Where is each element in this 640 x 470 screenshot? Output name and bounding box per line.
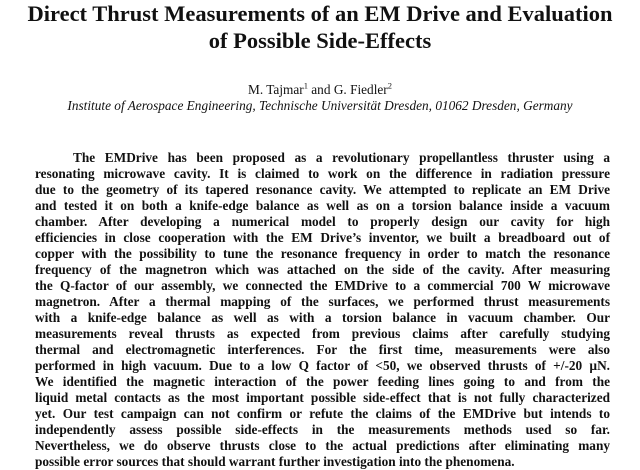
abstract-line: The EMDrive has been proposed as a revolutionary propellantless thruster using a [73, 150, 610, 165]
abstract [35, 150, 610, 470]
paper-title-line-1: Direct Thrust Measurements of an EM Drive and Evaluation [27, 1, 613, 26]
abstract-line: liquid metal contacts as the most important possible side-effect that is not fully characterized [35, 390, 610, 405]
abstract-line: frequency of the magnetron which was attached on the side of the cavity. After measuring [35, 262, 610, 277]
abstract-line: the Q-factor of our assembly, we connected the EMDrive to a commercial 700 W microwave [35, 278, 610, 293]
author-affiliation-mark: 2 [387, 80, 392, 91]
abstract-line: resonating microwave cavity. It is claimed to work on the difference in radiation pressure [35, 166, 610, 181]
author-separator: and [307, 82, 334, 97]
abstract-line: Nevertheless, we do observe thrusts close to the actual predictions after eliminating many [35, 438, 610, 453]
author-name: G. Fiedler [333, 82, 388, 97]
abstract-line: performed in high vacuum. Due to a low Q factor of <50, we observed thrusts of +/-20 µN. [35, 358, 610, 373]
author-affiliation: Institute of Aerospace Engineering, Technische Universität Dresden, 01062 Dresden, Germany [67, 98, 573, 113]
paper-title-line-2: of Possible Side-Effects [208, 28, 432, 53]
abstract-line: chamber. After developing a numerical model to properly design our cavity for high [35, 214, 610, 229]
abstract-line: We identified the magnetic interaction of the power feeding lines going to and from the [35, 374, 610, 389]
abstract-line: independently assess possible side-effects in the measurements methods used so far. [35, 422, 610, 437]
abstract-line: due to the geometry of its tapered resonance cavity. We attempted to replicate an EM Drive [35, 182, 610, 197]
author-list [0, 81, 640, 98]
abstract-line: measurements reveal thrusts as expected from previous claims after carefully studying [35, 326, 610, 341]
author-affiliation-mark: 1 [303, 80, 308, 91]
author-name: M. Tajmar [248, 82, 304, 97]
abstract-line: efficiencies in close cooperation with the EM Drive’s inventor, we built a breadboard out of [35, 230, 610, 245]
abstract-line: thermal and electromagnetic interferences. For the first time, measurements were also [35, 342, 610, 357]
abstract-line: possible error sources that should warrant further investigation into the phenomena. [35, 454, 515, 469]
abstract-line: magnetron. After a thermal mapping of the surfaces, we performed thrust measurements [35, 294, 610, 309]
abstract-line: with a knife-edge balance as well as with a torsion balance in vacuum chamber. Our [35, 310, 610, 325]
paper-title [0, 0, 640, 54]
abstract-line: copper with the possibility to tune the resonance frequency in order to match the resonance [35, 246, 610, 261]
abstract-line: and tested it on both a knife-edge balance as well as on a torsion balance inside a vacuum [35, 198, 610, 213]
abstract-line: yet. Our test campaign can not confirm or refute the claims of the EMDrive but intends to [35, 406, 610, 421]
